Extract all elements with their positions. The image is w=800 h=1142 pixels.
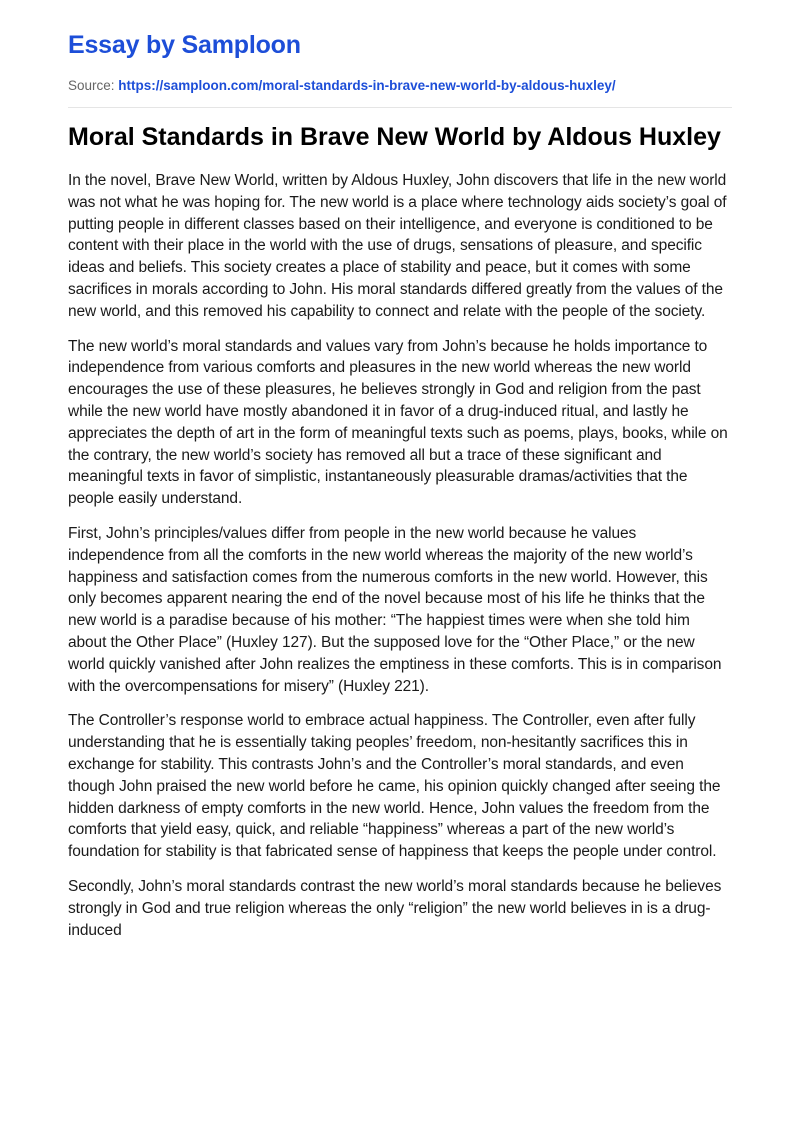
essay-paragraph: Secondly, John’s moral standards contrast the new world’s moral standards because he believes strongly in God and true religion whereas the only “religion” the new world believes in is a drug-induced (68, 877, 722, 939)
site-brand[interactable]: Essay by Samploon (68, 31, 301, 59)
essay-paragraph: In the novel, Brave New World, written by Aldous Huxley, John discovers that life in the new world was not what he was hoping for. The new world is a place where technology aids society’s goal of putting people in different classes based on their intelligence, and everyone is conditioned to be content with their place in the world with the use of drugs, sensations of pleasure, and specific ideas and beliefs. This society creates a place of stability and peace, but it comes with some sacrifices in morals according to John. His moral standards differed greatly from the values of the new world, and this removed his capability to connect and relate with the people of the society. (68, 172, 727, 320)
essay-paragraph: First, John’s principles/values differ from people in the new world because he values independence from all the comforts in the new world whereas the majority of the new world’s happiness and satisfaction comes from the numerous comforts in the new world. However, this only becomes apparent nearing the end of the novel because most of his life he thinks that the new world is a paradise because of his mother: “The happiest times were when she told him about the Other Place” (Huxley 127). But the supposed love for the “Other Place,” or the new world quickly vanished after John realizes the emptiness in these comforts. This is in comparison with the overcompensations for misery” (Huxley 221). (68, 524, 722, 695)
source-link[interactable]: https://samploon.com/moral-standards-in-brave-new-world-by-aldous-huxley/ (118, 78, 616, 93)
source-label: Source: (68, 78, 115, 93)
essay-title: Moral Standards in Brave New World by Aldous Huxley (68, 123, 721, 151)
divider (68, 107, 732, 108)
essay-paragraph: The Controller’s response world to embrace actual happiness. The Controller, even after fully understanding that he is essentially taking peoples’ freedom, non-hesitantly sacrifices this in exchange for stability. This contrasts John’s and the Controller’s moral standards, and even though John praised the new world before he came, his opinion quickly changed after seeing the hidden darkness of empty comforts in the new world. Hence, John values the freedom from the comforts that yield easy, quick, and reliable “happiness” whereas a part of the new world’s foundation for stability is that fabricated sense of happiness that keeps the people under control. (68, 712, 721, 861)
source-line (68, 77, 732, 95)
essay-paragraph: The new world’s moral standards and values vary from John’s because he holds importance to independence from various comforts and pleasures in the new world whereas the new world encourages the use of these pleasures, he believes strongly in God and religion from the past while the new world have mostly abandoned it in favor of a drug-induced ritual, and lastly he appreciates the depth of art in the form of meaningful texts such as poems, plays, books, while on the contrary, the new world’s society has removed all but a trace of these significant and meaningful texts in favor of simplistic, instantaneously pleasurable dramas/activities that the people easily understand. (68, 337, 728, 508)
